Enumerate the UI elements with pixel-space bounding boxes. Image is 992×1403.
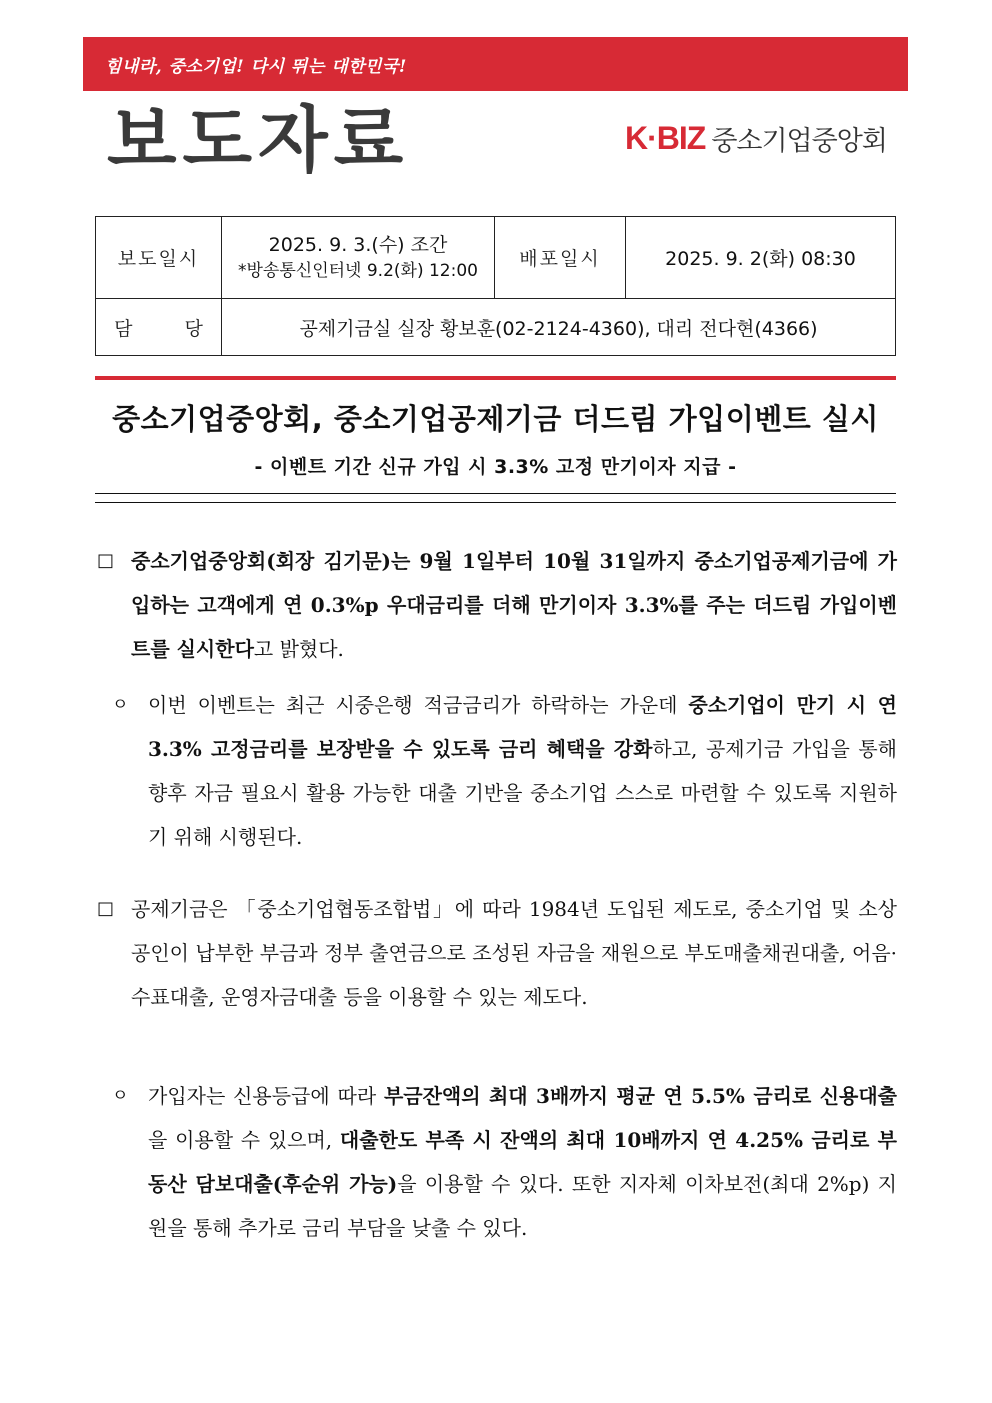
paragraph-2 (97, 887, 897, 1019)
paragraph-1a (112, 683, 897, 859)
slogan-banner (83, 37, 908, 91)
paragraph-2a (112, 1074, 897, 1250)
distribution-date-label: 배포일시 (495, 217, 626, 299)
paragraph-1-tail: 고 밝혔다. (253, 637, 344, 661)
document-type-title: 보도자료 (107, 98, 410, 182)
paragraph-2a-bold-2: 대출한도 부족 시 잔액의 최대 10배까지 연 4.25% 금리로 부동산 담보대출(후순위 가능) (148, 1128, 897, 1196)
logo-mark: K·BIZ (625, 119, 706, 156)
paragraph-2a-mid: 을 이용할 수 있으며, (148, 1128, 340, 1152)
release-date-cell (222, 217, 495, 299)
contact-value: 공제기금실 실장 황보훈(02-2124-4360), 대리 전다현(4366) (222, 299, 896, 356)
double-rule-top (95, 493, 896, 494)
paragraph-2a-bold-1: 부금잔액의 최대 3배까지 평균 연 5.5% 금리로 신용대출 (383, 1084, 898, 1108)
contact-label: 담 당 (96, 299, 222, 356)
paragraph-1-bold: 중소기업중앙회(회장 김기문)는 9월 1일부터 10월 31일까지 중소기업공제기금에 가입하는 고객에게 연 0.3%p 우대금리를 더해 만기이자 3.3%를 주는 더드림 가입이벤트를 실시한다 (131, 549, 897, 661)
release-info-table (95, 216, 896, 356)
square-bullet: □ (97, 550, 115, 571)
headline: 중소기업중앙회, 중소기업공제기금 더드림 가입이벤트 실시 (112, 402, 879, 436)
slogan-text: 힘내라, 중소기업! 다시 뛰는 대한민국! (105, 57, 407, 77)
release-note: *방송통신인터넷 9.2(화) 12:00 (238, 260, 478, 281)
release-date-label: 보도일시 (96, 217, 222, 299)
logo-org-name: 중소기업중앙회 (711, 125, 887, 157)
paragraph-2-text: 공제기금은 「중소기업협동조합법」에 따라 1984년 도입된 제도로, 중소기업 및 소상공인이 납부한 부금과 정부 출연금으로 조성된 자금을 재원으로 부도매출채권대출, 어음·수표대출, 운영자금대출 등을 이용할 수 있는 제도다. (131, 897, 897, 1009)
square-bullet: □ (97, 898, 115, 919)
paragraph-1a-bold: 중소기업이 만기 시 연 3.3% 고정금리를 보장받을 수 있도록 금리 혜택을 강화 (148, 693, 897, 761)
release-date: 2025. 9. 3.(수) 조간 (268, 233, 448, 256)
paragraph-2a-lead: 가입자는 신용등급에 따라 (148, 1084, 384, 1108)
double-rule-bottom (95, 502, 896, 503)
circle-bullet: ㅇ (112, 1086, 129, 1106)
paragraph-2a-tail: 을 이용할 수 있다. 또한 지자체 이차보전(최대 2%p) 지원을 통해 추가로 금리 부담을 낮출 수 있다. (148, 1172, 898, 1240)
subheadline: - 이벤트 기간 신규 가입 시 3.3% 고정 만기이자 지급 - (254, 456, 737, 478)
circle-bullet: ㅇ (112, 695, 129, 715)
kbiz-logo (625, 118, 887, 158)
section-divider (95, 376, 896, 380)
paragraph-1a-tail: 하고, 공제기금 가입을 통해 향후 자금 필요시 활용 가능한 대출 기반을 중소기업 스스로 마련할 수 있도록 지원하기 위해 시행된다. (148, 737, 897, 849)
distribution-date: 2025. 9. 2(화) 08:30 (626, 217, 896, 299)
paragraph-1 (97, 539, 897, 671)
paragraph-1a-lead: 이번 이벤트는 최근 시중은행 적금금리가 하락하는 가운데 (148, 693, 689, 717)
